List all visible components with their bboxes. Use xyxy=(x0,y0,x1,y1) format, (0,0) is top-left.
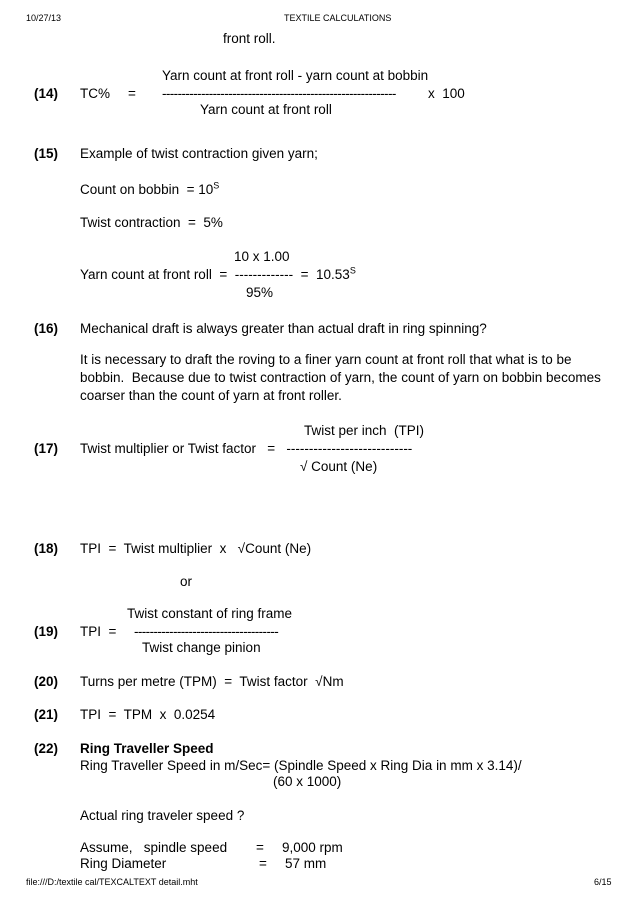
item-number-16: (16) xyxy=(34,321,59,336)
spindle-speed-label: Assume, spindle speed xyxy=(80,840,228,855)
yarn-count-numerator: 10 x 1.00 xyxy=(234,249,290,264)
tc-numerator: Yarn count at front roll - yarn count at bobbin xyxy=(162,68,429,83)
tpi-lhs: TPI = xyxy=(80,624,117,639)
tc-multiplier: x 100 xyxy=(428,86,465,101)
spindle-speed-value: 9,000 rpm xyxy=(282,840,343,855)
draft-answer-line-1: It is necessary to draft the roving to a finer yarn count at front roll that what is to be xyxy=(80,352,572,367)
tc-denominator: Yarn count at front roll xyxy=(200,102,332,117)
item-number-22: (22) xyxy=(34,741,59,756)
ring-traveller-formula-line-2: (60 x 1000) xyxy=(273,774,342,789)
tc-lhs: TC% xyxy=(80,86,110,101)
print-date: 10/27/13 xyxy=(26,13,62,23)
tc-fraction-bar: ------------------------------------------------------------ xyxy=(162,86,396,101)
yarn-count-denominator: 95% xyxy=(246,285,274,300)
twist-factor-denominator: √ Count (Ne) xyxy=(300,459,378,474)
continued-text: front roll. xyxy=(223,31,276,46)
item-number-20: (20) xyxy=(34,674,59,689)
ring-diameter-value: 57 mm xyxy=(285,856,327,871)
count-on-bobbin: Count on bobbin = $10^S$ xyxy=(80,180,220,197)
twist-contraction-example-title: Example of twist contraction given yarn; xyxy=(80,146,318,161)
item-number-19: (19) xyxy=(34,624,59,639)
tpm-formula: Turns per metre (TPM) = Twist factor √Nm xyxy=(80,674,344,689)
item-number-21: (21) xyxy=(34,707,59,722)
tpi-twist-multiplier-formula: TPI = Twist multiplier x √Count (Ne) xyxy=(80,541,312,556)
item-number-18: (18) xyxy=(34,541,59,556)
ring-diameter-label: Ring Diameter xyxy=(80,856,167,871)
ring-diameter-equals: = xyxy=(259,856,267,871)
footer-file-path: file:///D:/textile cal/TEXCALTEXT detail.mht xyxy=(26,877,198,887)
page-header-title: TEXTILE CALCULATIONS xyxy=(284,13,392,23)
draft-question: Mechanical draft is always greater than actual draft in ring spinning? xyxy=(80,321,487,336)
draft-answer-line-2: bobbin. Because due to twist contraction of yarn, the count of yarn on bobbin becomes xyxy=(80,370,601,385)
ring-traveller-formula-line-1: Ring Traveller Speed in m/Sec= (Spindle Speed x Ring Dia in mm x 3.14)/ xyxy=(80,758,522,773)
ring-traveller-speed-heading: Ring Traveller Speed xyxy=(80,741,214,756)
tc-equals: = xyxy=(128,86,136,101)
item-number-17: (17) xyxy=(34,441,59,456)
twist-factor-formula: Twist multiplier or Twist factor = ---------------------------- xyxy=(80,441,413,456)
twist-contraction-value: Twist contraction = 5% xyxy=(80,215,223,230)
twist-constant-numerator: Twist constant of ring frame xyxy=(127,606,293,621)
actual-speed-question: Actual ring traveler speed ? xyxy=(80,808,245,823)
yarn-count-front-roll: Yarn count at front roll = ------------- = $10.53^S$ xyxy=(80,265,356,282)
spindle-speed-equals: = xyxy=(256,840,264,855)
draft-answer-line-3: coarser than the count of yarn at front roller. xyxy=(80,388,342,403)
tpi-tpm-formula: TPI = TPM x 0.0254 xyxy=(80,707,216,722)
item-number-15: (15) xyxy=(34,146,59,161)
or-text: or xyxy=(180,574,193,589)
item-number-14: (14) xyxy=(34,86,59,101)
twist-factor-numerator: Twist per inch (TPI) xyxy=(304,423,425,438)
twist-constant-fraction-bar: ------------------------------------- xyxy=(134,624,279,639)
twist-change-pinion-denominator: Twist change pinion xyxy=(142,640,261,655)
page-number: 6/15 xyxy=(594,877,612,887)
